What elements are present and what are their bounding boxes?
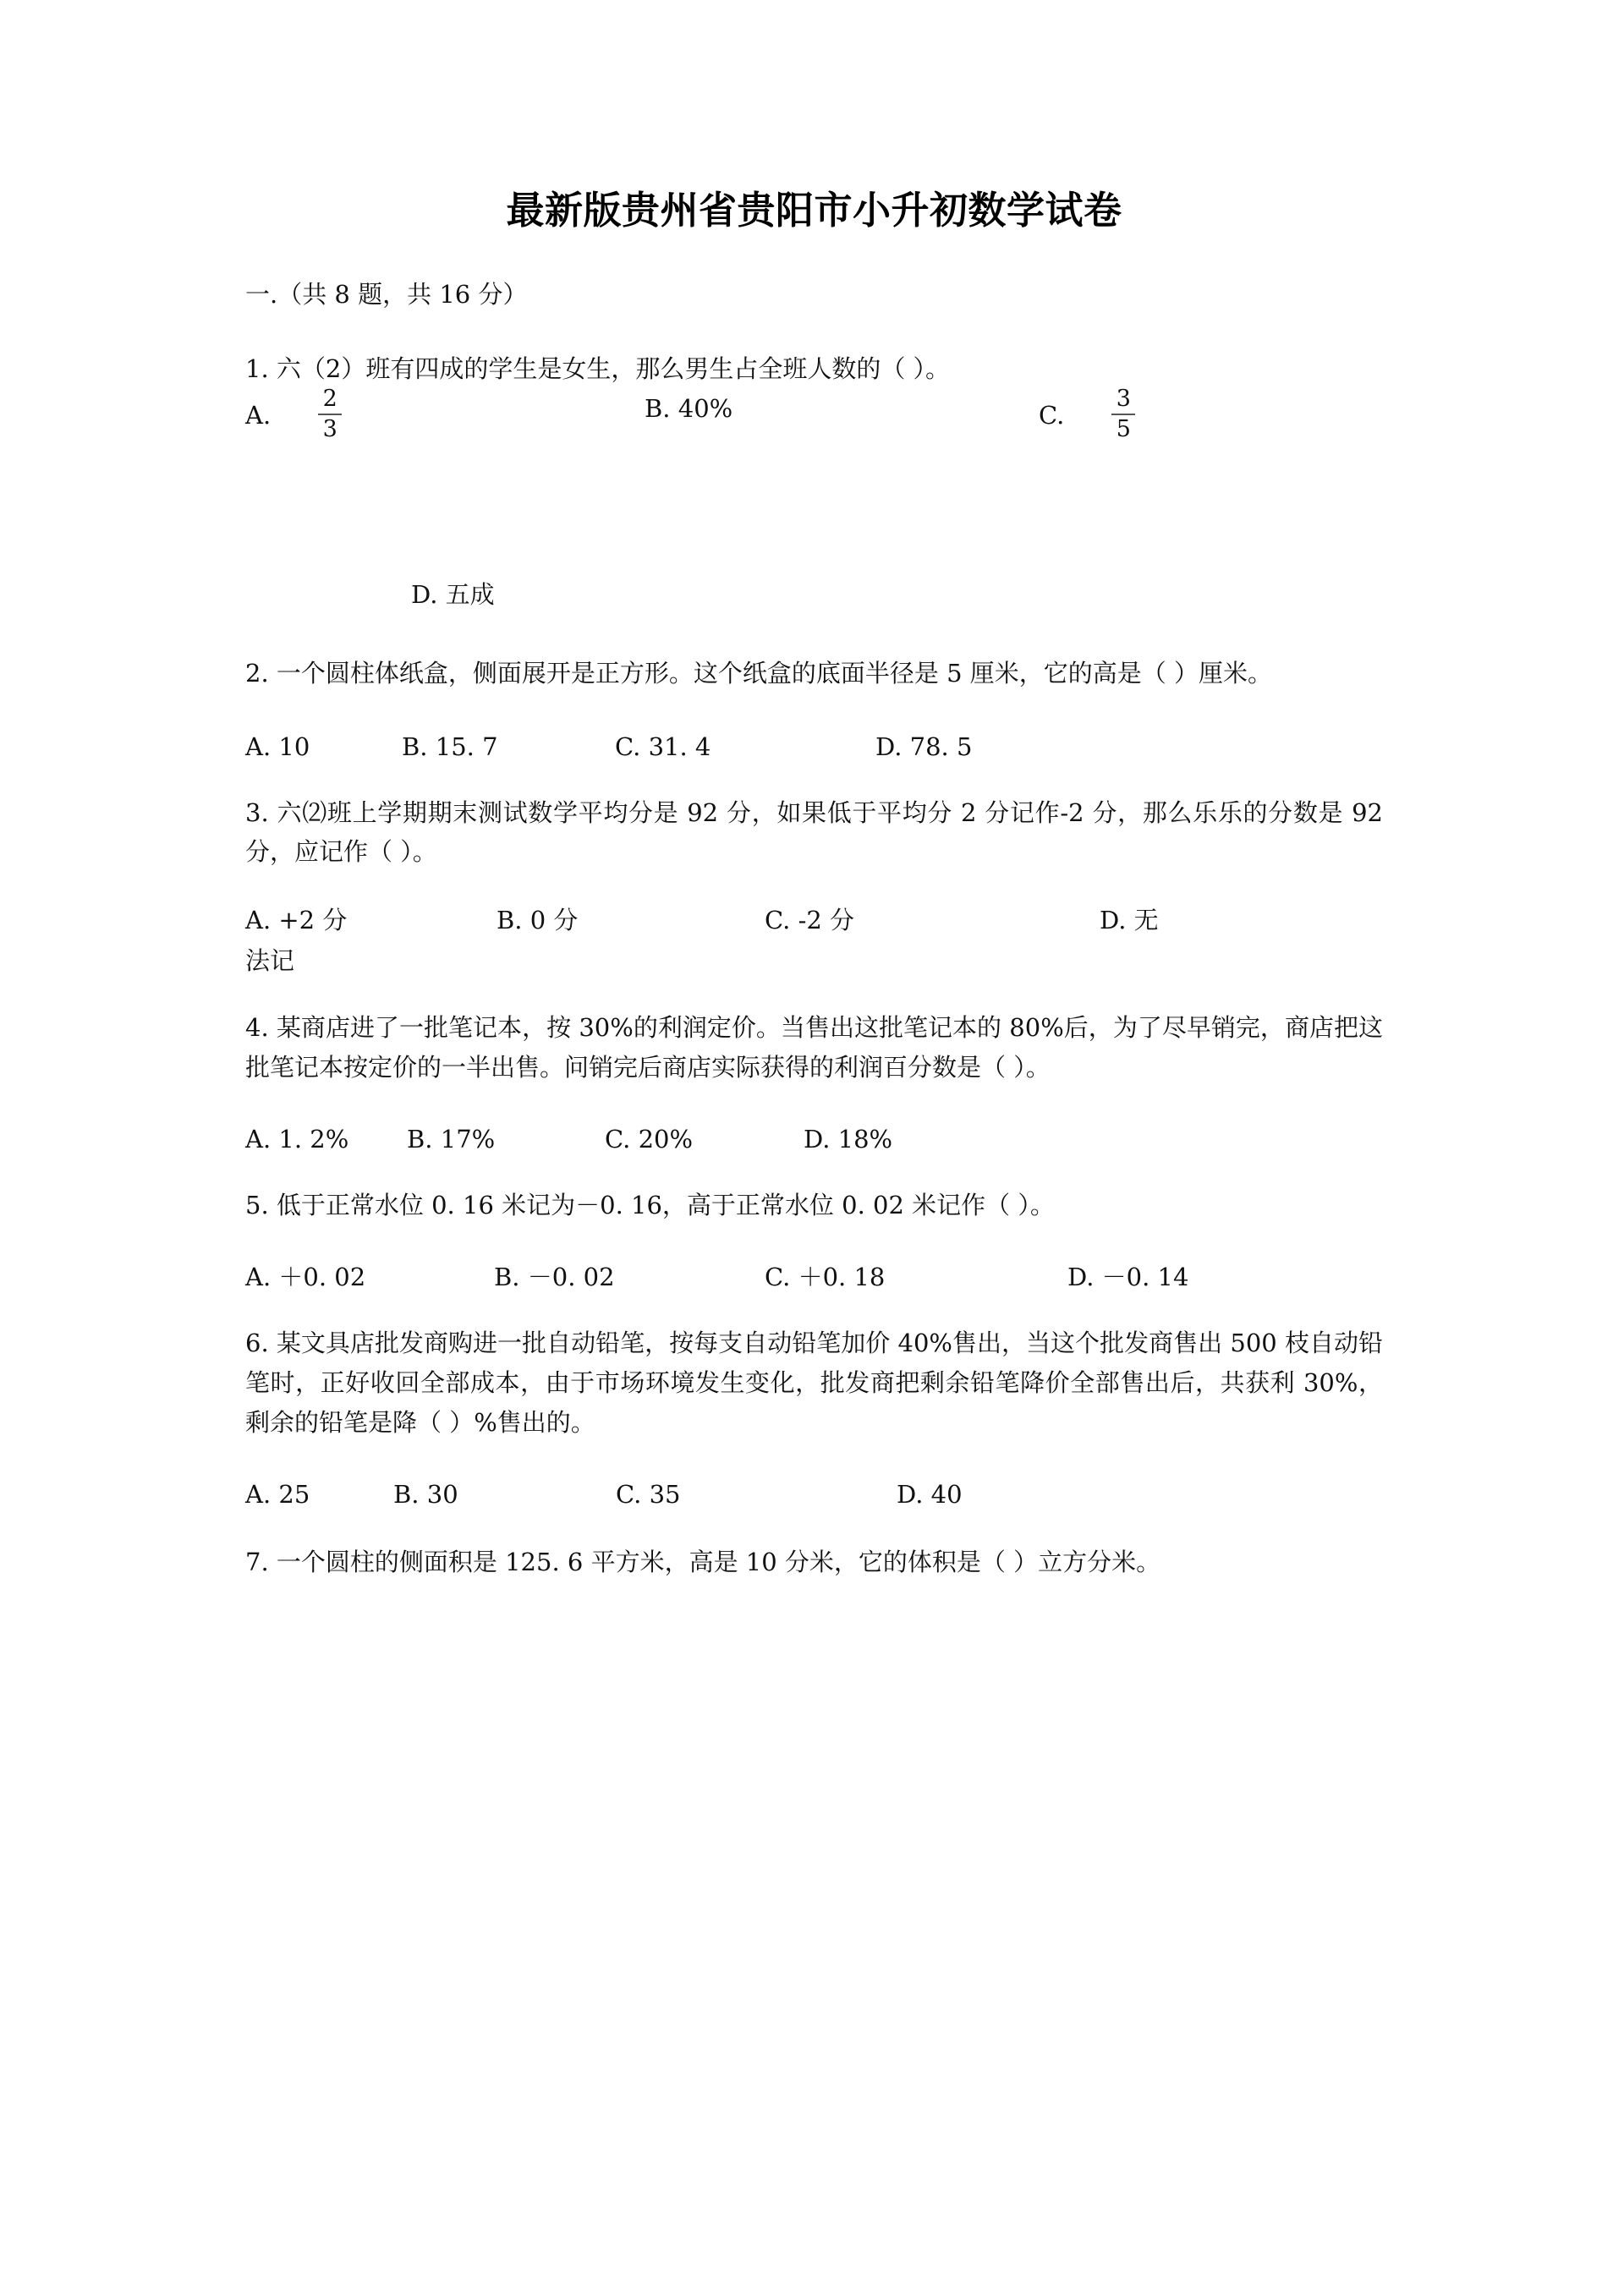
option-1-d[interactable]: D. 五成 [411, 579, 495, 609]
question-5-options-row [245, 1258, 1383, 1298]
fraction-bar-icon [318, 414, 342, 415]
option-1-a-denominator: 3 [322, 415, 337, 442]
question-2-text: 2. 一个圆柱体纸盒，侧面展开是正方形。这个纸盒的底面半径是 5 厘米，它的高是（ ）厘米。 [245, 658, 1272, 688]
page-title: 最新版贵州省贵阳市小升初数学试卷 [506, 188, 1122, 233]
page-content [245, 0, 1383, 1582]
question-2-options-row [245, 727, 1383, 768]
question-2-options [245, 693, 1383, 768]
option-1-c-denominator: 5 [1116, 415, 1131, 442]
option-3-d-continuation: 法记 [245, 946, 295, 976]
option-1-c[interactable] [1039, 385, 1135, 444]
option-4-b[interactable]: B. 17% [407, 1125, 496, 1154]
fraction-bar-icon [1111, 414, 1135, 415]
question-4-options-row [245, 1120, 1383, 1160]
question-6-options [245, 1443, 1383, 1515]
option-1-a-label: A. [245, 401, 272, 430]
option-5-b[interactable]: B. －0. 02 [494, 1263, 615, 1292]
option-6-c[interactable]: C. 35 [616, 1480, 681, 1510]
option-6-d[interactable]: D. 40 [897, 1480, 963, 1510]
section-heading: 一.（共 8 题，共 16 分） [245, 280, 528, 309]
option-4-a[interactable]: A. 1. 2% [245, 1125, 349, 1154]
question-5-text: 5. 低于正常水位 0. 16 米记为－0. 16，高于正常水位 0. 02 米记作（ ）。 [245, 1191, 1055, 1220]
option-1-c-label: C. [1039, 401, 1065, 430]
question-3-options [245, 872, 1383, 981]
option-1-a-fraction [318, 387, 342, 442]
question-4-options [245, 1088, 1383, 1160]
question-5-options [245, 1225, 1383, 1298]
option-3-d[interactable]: D. 无 [1100, 906, 1159, 935]
option-1-b[interactable]: B. 40% [645, 393, 733, 423]
option-2-b[interactable]: B. 15. 7 [402, 732, 498, 761]
question-6-text: 6. 某文具店批发商购进一批自动铅笔，按每支自动铅笔加价 40%售出，当这个批发商售出 500 枝自动铅笔时，正好收回全部成本，由于市场环境发生变化，批发商把剩余铅笔降价全部售出后，共获利 30%，剩余的铅笔是降（ ）%售出的。 [245, 1329, 1383, 1438]
question-1-text: 1. 六（2）班有四成的学生是女生，那么男生占全班人数的（ ）。 [245, 353, 951, 383]
option-3-a[interactable]: A. +2 分 [245, 906, 348, 935]
question-7-text: 7. 一个圆柱的侧面积是 125. 6 平方米，高是 10 分米，它的体积是（ ）立方分米。 [245, 1548, 1161, 1577]
question-3-options-row [245, 901, 1383, 941]
question-1-options [245, 385, 1383, 545]
question-3-option-d-wrap [245, 941, 1383, 981]
option-6-b[interactable]: B. 30 [393, 1480, 458, 1510]
option-3-c[interactable]: C. -2 分 [765, 906, 855, 935]
question-4-text: 4. 某商店进了一批笔记本，按 30%的利润定价。当售出这批笔记本的 80%后，为了尽早销完，商店把这批笔记本按定价的一半出售。问销完后商店实际获得的利润百分数是（ ）。 [245, 1013, 1383, 1082]
option-3-b[interactable]: B. 0 分 [497, 906, 579, 935]
option-1-a-numerator: 2 [322, 385, 337, 412]
option-2-d[interactable]: D. 78. 5 [875, 732, 973, 761]
question-3-text: 3. 六⑵班上学期期末测试数学平均分是 92 分，如果低于平均分 2 分记作-2 分，那么乐乐的分数是 92 分，应记作（ ）。 [245, 797, 1383, 867]
option-4-c[interactable]: C. 20% [605, 1125, 694, 1154]
option-6-a[interactable]: A. 25 [245, 1480, 310, 1510]
option-4-d[interactable]: D. 18% [804, 1125, 893, 1154]
option-2-a[interactable]: A. 10 [245, 732, 310, 761]
option-1-a[interactable] [245, 385, 342, 444]
option-2-c[interactable]: C. 31. 4 [615, 732, 711, 761]
option-5-a[interactable]: A. ＋0. 02 [245, 1263, 366, 1292]
question-6-options-row [245, 1475, 1383, 1515]
option-5-d[interactable]: D. －0. 14 [1067, 1263, 1189, 1292]
option-1-c-numerator: 3 [1116, 385, 1131, 412]
question-1-option-d-row [245, 545, 1383, 615]
option-1-c-fraction [1111, 387, 1135, 442]
option-5-c[interactable]: C. ＋0. 18 [765, 1263, 886, 1292]
